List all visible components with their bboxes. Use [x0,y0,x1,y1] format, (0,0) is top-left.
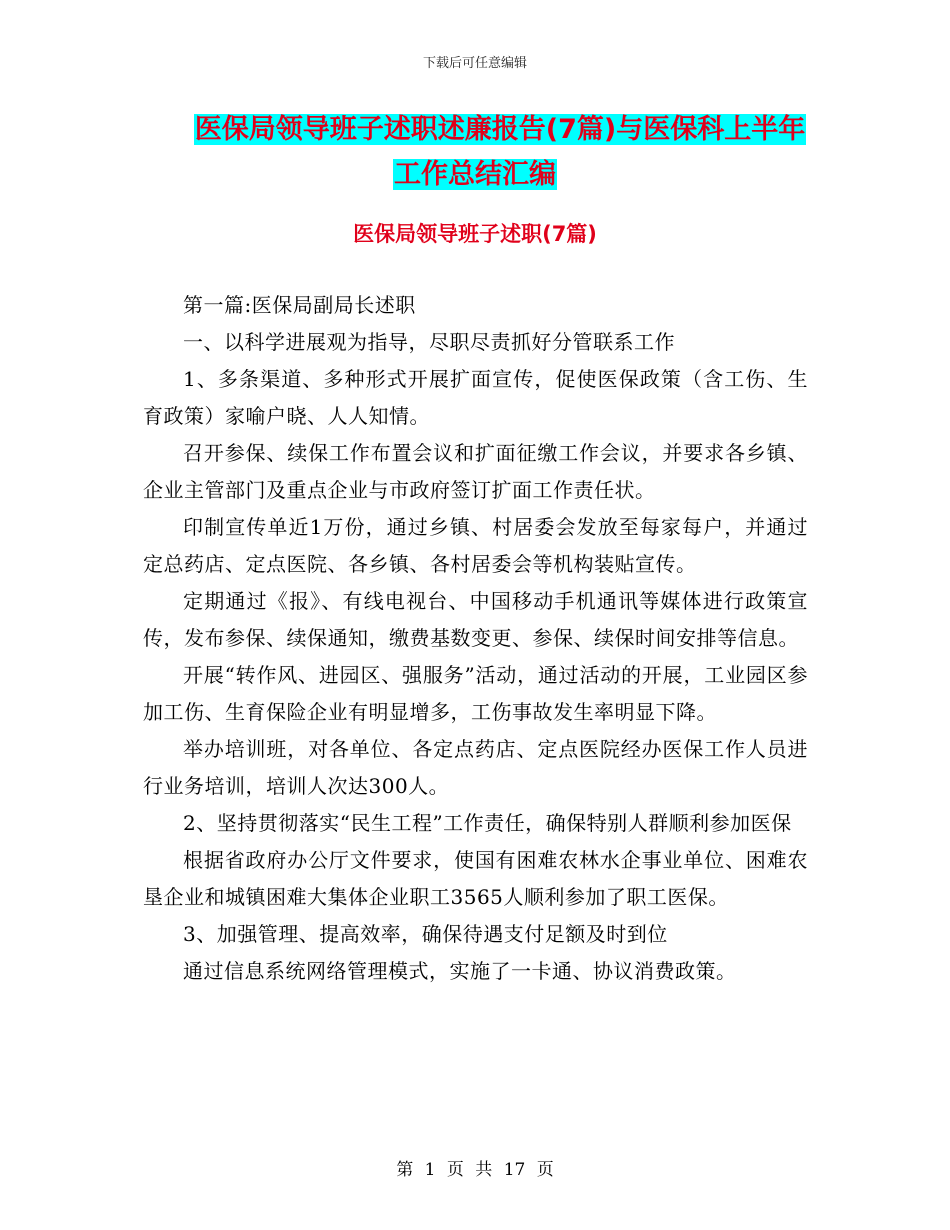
paragraph: 2、坚持贯彻落实“民生工程”工作责任，确保特别人群顺利参加医保 [183,811,792,835]
document-title-line-2 [0,155,950,195]
paragraph: 印制宣传单近1万份，通过乡镇、村居委会发放至每家每户，并通过定总药店、定点医院、各乡镇、各村居委会等机构装贴宣传。 [143,515,808,576]
document-title-line-1 [0,110,950,150]
title-highlight-1: 医保局领导班子述职述廉报告(7篇)与医保科上半年 [194,114,806,145]
paragraph-heading-1: 一、以科学进展观为指导，尽职尽责抓好分管联系工作 [183,330,675,354]
paragraph: 召开参保、续保工作布置会议和扩面征缴工作会议，并要求各乡镇、企业主管部门及重点企业与市政府签订扩面工作责任状。 [143,441,808,502]
paragraph-chapter-heading: 第一篇:医保局副局长述职 [183,293,416,317]
page-footer: 第 1 页 共 17 页 [396,1160,554,1180]
paragraph: 1、多条渠道、多种形式开展扩面宣传，促使医保政策（含工伤、生育政策）家喻户晓、人人知情。 [143,367,808,428]
paragraph: 举办培训班，对各单位、各定点药店、定点医院经办医保工作人员进行业务培训，培训人次达300人。 [143,737,808,798]
paragraph: 根据省政府办公厅文件要求，使国有困难农林水企事业单位、困难农垦企业和城镇困难大集体企业职工3565人顺利参加了职工医保。 [143,848,808,909]
body-text [143,287,808,990]
title-highlight-2: 工作总结汇编 [394,159,556,190]
header-note: 下载后可任意编辑 [422,56,527,71]
paragraph: 通过信息系统网络管理模式，实施了一卡通、协议消费政策。 [183,959,737,983]
paragraph: 定期通过《报》、有线电视台、中国移动手机通讯等媒体进行政策宣传，发布参保、续保通知，缴费基数变更、参保、续保时间安排等信息。 [143,589,808,650]
paragraph: 3、加强管理、提高效率，确保待遇支付足额及时到位 [183,922,668,946]
paragraph: 开展“转作风、进园区、强服务”活动，通过活动的开展，工业园区参加工伤、生育保险企业有明显增多，工伤事故发生率明显下降。 [143,663,808,724]
section-title: 医保局领导班子述职(7篇) [353,222,597,246]
